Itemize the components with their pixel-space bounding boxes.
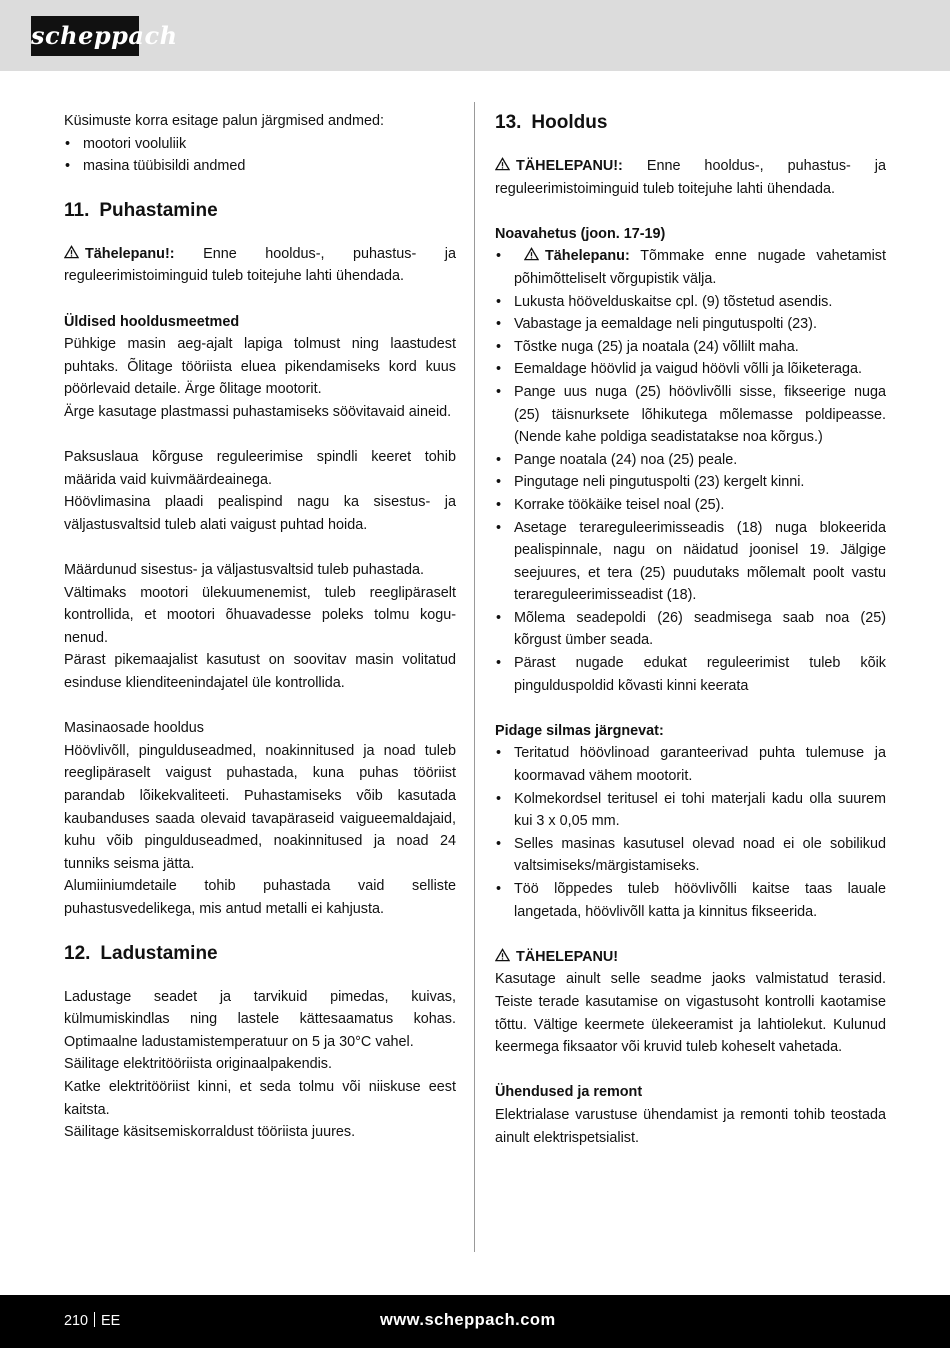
header-bar [0, 0, 950, 71]
section-12-heading: 12. Ladustamine [64, 942, 218, 964]
general-maintenance-heading: Üldised hooldusmeetmed [64, 313, 240, 330]
paragraph: Höövlivõll, pingulduseadmed, noakinnitused ja noad tuleb reeglipäraselt vaigust puhastada, kuna puhas tööriist parandab lõikekvaliteeti. Puhastamiseks võib kasutada kaubanduses saada olevaid tavapäraseid vaigueemaldajaid, kuhu võib pingulduseadmed, noakinnitused ja noad 24 tunniks seisma jätta. [64, 742, 456, 872]
website-link[interactable]: www.scheppach.com [380, 1311, 556, 1329]
list-item: • Asetage terareguleerimisseadis (18) nuga blokeerida pealispinnale, nagu on näidatud joonisel 19. Jälgige seejuures, et tera (25) puudutaks mõlemalt poolt vastu terareguleerimisseadist (18). [495, 517, 886, 607]
paragraph: Katke elektritööriist kinni, et seda tolmu või niiskuse eest kaitsta. [64, 1078, 456, 1118]
list-item: • Pange noatala (24) noa (25) peale. [495, 449, 886, 472]
list-item: • Pärast nugade edukat reguleerimist tuleb kõik pingulduspoldid kõvasti kinni keerata [495, 652, 886, 697]
list-item: • Teritatud höövlinoad garanteerivad puhta tulemuse ja koormavad vähem mootorit. [495, 742, 886, 787]
paragraph: Alumiiniumdetaile tohib puhastada vaid selliste puhastusvedelikega, mis antud metalli ei kahjusta. [64, 878, 456, 917]
list-item: • Pange uus nuga (25) höövlivõlli sisse, fikseerige nuga (25) täisnurksete lõhikutega mõlemasse poldipeasse. (Nende kahe poldiga seadistatakse noa kõrgus.) [495, 381, 886, 449]
notes-heading: Pidage silmas järgnevat: [495, 722, 664, 739]
list-item: • Tõstke nuga (25) ja noatala (24) võllilt maha. [495, 336, 886, 359]
paragraph: Höövlimasina plaadi pealispind nagu ka sisestus- ja väljastusvaltsid tuleb alati vaigust puhtad hoida. [64, 494, 456, 533]
paragraph: Ladustage seadet ja tarvikuid pimedas, kuivas, külmumiskindlas ning lastele kättesaamatus kohas. Optimaalne ladustamistemperatuur on 5 ja 30°C vahel. [64, 988, 456, 1050]
column-divider [474, 102, 475, 1252]
left-column [64, 110, 456, 1144]
paragraph: Säilitage elektritööriista originaalpakendis. [64, 1056, 332, 1073]
paragraph: Pühkige masin aeg-ajalt lapiga tolmust ning laastudest puhtaks. Õlitage tööriista eluea pikendamiseks kord kuus pöörlevaid detaile. Ärge õlitage mootorit. [64, 336, 456, 398]
knife-change-heading: Noavahetus (joon. 17-19) [495, 225, 666, 242]
list-item: • mootori vooluliik [64, 133, 456, 156]
warning-icon [495, 157, 510, 171]
list-item: • Korrake töökäike teisel noal (25). [495, 494, 886, 517]
list-item: • Mõlema seadepoldi (26) seadmisega saab noa (25) kõrgust ümber seada. [495, 607, 886, 652]
warning-icon [495, 948, 510, 962]
list-item: • Tähelepanu: Tõmmake enne nugade vahetamist põhimõtteliselt võrgupistik välja. [495, 245, 886, 290]
notes-list [495, 742, 886, 923]
warning-note: TÄHELEPANU!: Enne hooldus-, puhastus- ja reguleerimistoiminguid tuleb toitejuhe lahti ühendada. [495, 158, 886, 197]
connections-heading: Ühendused ja remont [495, 1084, 643, 1101]
list-item: • masina tüübisildi andmed [64, 155, 456, 178]
parts-maintenance-heading: Masinaosade hooldus [64, 720, 205, 737]
intro-list [64, 133, 456, 178]
list-item: • Lukusta höövelduskaitse cpl. (9) tõstetud asendis. [495, 291, 886, 314]
paragraph: Pärast pikemaajalist kasutust on soovitav masin volitatud esinduse klienditeenindajatel üle kontrollida. [64, 652, 456, 692]
paragraph: Kasutage ainult selle seadme jaoks valmistatud terasid. Teiste terade kasutamise on vigastusoht kontrolli kaotamise tõttu. Vältige keermete ülekeeramist ja lahtiolekut. Kulunud keermega fiksaator või kruvid tuleb koheselt vahetada. [495, 971, 886, 1056]
paragraph: Paksuslaua kõrguse reguleerimise spindli keeret tohib määrida vaid kuivmäärdeainega. [64, 449, 456, 488]
list-item: • Pingutage neli pingutuspolti (23) kergelt kinni. [495, 471, 886, 494]
paragraph: Elektrialase varustuse ühendamist ja remonti tohib teostada ainult elektrispetsialist. [495, 1106, 886, 1146]
warning-icon [64, 245, 79, 259]
scheppach-logo: scheppach [31, 16, 139, 56]
paragraph: Vältimaks mootori ülekuumenemist, tuleb reeglipäraselt kontrollida, et mootori õhuavadesse poleks tolmu kogu-nenud. [64, 584, 456, 646]
footer-bar [0, 1295, 950, 1348]
right-column [495, 110, 886, 1149]
list-item: • Selles masinas kasutusel olevad noad ei ole sobilikud valtsimiseks/märgistamiseks. [495, 833, 886, 878]
list-item: • Töö lõppedes tuleb höövlivõlli kaitse taas lauale langetada, höövlivõll katta ja kinnitus fikseerida. [495, 878, 886, 923]
warning-icon [524, 247, 539, 261]
paragraph: Ärge kasutage plastmassi puhastamiseks söövitavaid aineid. [64, 403, 452, 420]
warning-heading: TÄHELEPANU! [495, 946, 886, 969]
separator [94, 1312, 95, 1327]
section-11-heading: 11. Puhastamine [64, 199, 218, 221]
list-item: • Vabastage ja eemaldage neli pingutuspolti (23). [495, 313, 886, 336]
paragraph: Määrdunud sisestus- ja väljastusvaltsid tuleb puhastada. [64, 562, 424, 579]
list-item: • Eemaldage höövlid ja vaigud höövli võlli ja lõiketeraga. [495, 358, 886, 381]
section-13-heading: 13. Hooldus [495, 112, 608, 133]
paragraph: Säilitage käsitsemiskorraldust tööriista juures. [64, 1124, 356, 1141]
knife-change-list [495, 245, 886, 697]
list-item: • Kolmekordsel teritusel ei tohi materjali kadu olla suurem kui 3 x 0,05 mm. [495, 788, 886, 833]
intro-text: Küsimuste korra esitage palun järgmised andmed: [64, 113, 384, 129]
warning-note: Tähelepanu!: Enne hooldus-, puhastus- ja reguleerimistoiminguid tuleb toitejuhe lahti ühendada. [64, 245, 457, 285]
page-number: 210 EE [64, 1313, 121, 1329]
